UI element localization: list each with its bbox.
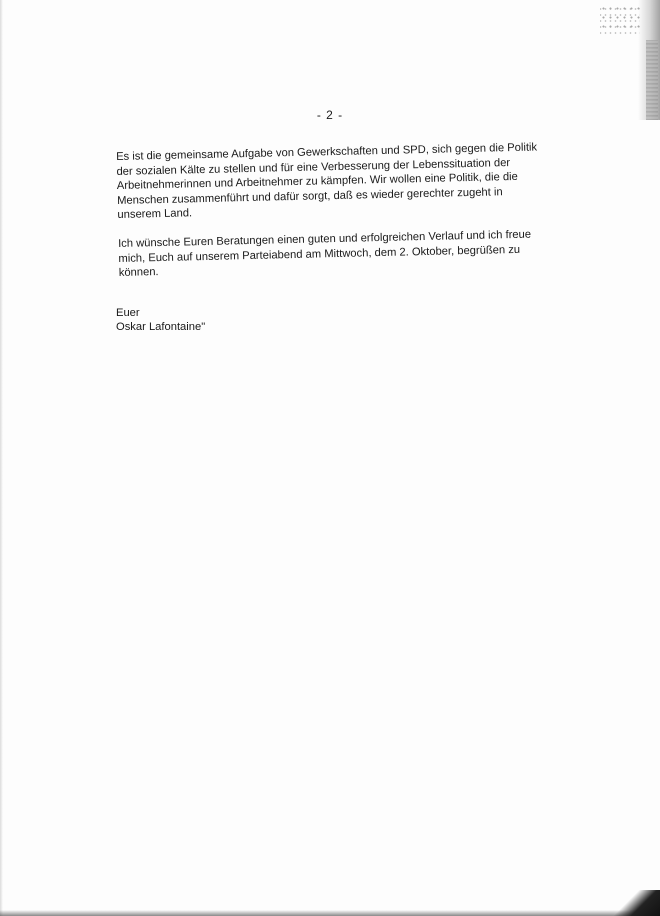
- scan-bottom-edge: [0, 910, 660, 916]
- scan-specks: [600, 4, 640, 34]
- letter-body: [116, 140, 549, 294]
- paragraph-2: Ich wünsche Euren Beratungen einen guten und erfolgreichen Verlauf und ich freue mich, Euch auf unserem Parteiabend am Mittwoch, dem 2. Oktober, begrüßen zu können.: [117, 228, 532, 280]
- scan-left-edge: [0, 0, 3, 916]
- paragraph-1: Es ist die gemeinsame Aufgabe von Gewerkschaften und SPD, sich gegen die Politik der sozialen Kälte zu stellen und für eine Verbesserung der Lebenssituation der Arbeitnehmerinnen und Arbeitnehmer zu kämpfen. Wir wollen eine Politik, die die Menschen zusammenführt und dafür sorgt, daß es wieder gerechter zugeht in unserem Land.: [116, 141, 538, 222]
- scan-bottom-right-corner: [614, 890, 660, 916]
- signature-name: Oskar Lafontaine": [116, 321, 206, 333]
- closing-word: Euer: [116, 307, 140, 319]
- page-number: - 2 -: [316, 108, 344, 122]
- signoff-block: [116, 306, 205, 334]
